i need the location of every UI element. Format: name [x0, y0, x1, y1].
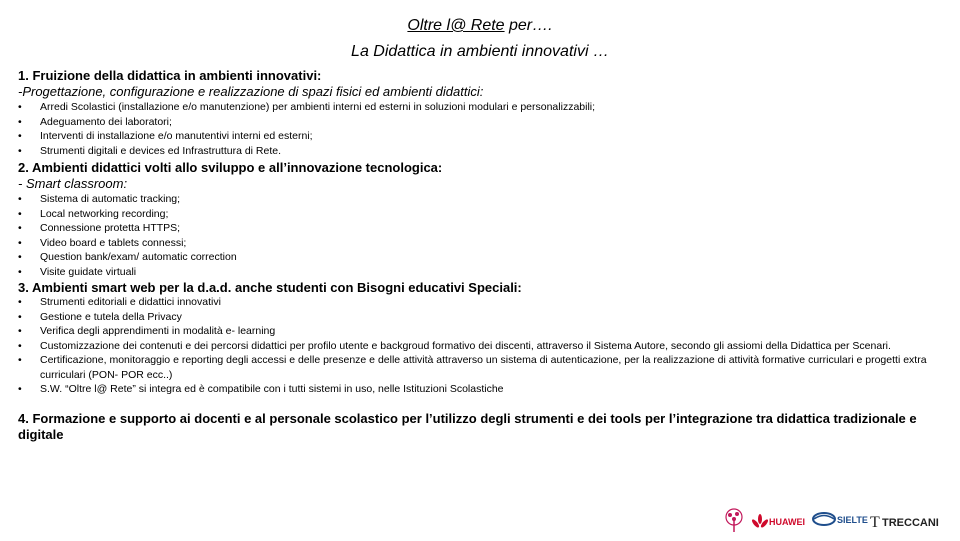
bullet-icon: •: [18, 325, 22, 337]
section-1-heading: 1. Fruizione della didattica in ambienti innovativi:: [18, 68, 322, 83]
huawei-flower-icon: [751, 514, 769, 529]
section-3-heading: 3. Ambienti smart web per la d.a.d. anche studenti con Bisogni educativi Speciali:: [18, 280, 522, 295]
list-item: • Customizzazione dei contenuti e dei percorsi didattici per profilo utente e backgroud formativo dei discenti, attraverso il Sistema Autore, secondo gli assiomi della Didattica per Scenari.: [18, 339, 891, 352]
sponsor-logos: [720, 506, 945, 536]
list-item: • Visite guidate virtuali: [18, 265, 137, 278]
list-item: • S.W. “Oltre l@ Rete” si integra ed è compatibile con i tutti sistemi in uso, nelle Istituzioni Scolastiche: [18, 383, 504, 395]
list-item: • Video board e tablets connessi;: [18, 236, 187, 249]
section-4-heading: 4. Formazione e supporto ai docenti e al personale scolastico per l’utilizzo degli strumenti e dei tools per l’integrazione tra didattica tradizionale e digitale: [18, 411, 917, 442]
bullet-icon: •: [18, 207, 22, 220]
bullet-icon: •: [18, 193, 22, 205]
list-item: • Sistema di automatic tracking;: [18, 193, 181, 205]
section-2-heading: 2. Ambienti didattici volti allo sviluppo e all’innovazione tecnologica:: [18, 160, 443, 175]
list-item: • Question bank/exam/ automatic correction: [18, 251, 237, 263]
bullet-icon: •: [18, 222, 22, 234]
list-item: • Local networking recording;: [18, 207, 169, 220]
bullet-icon: •: [18, 236, 22, 249]
list-item: • Adeguamento dei laboratori;: [18, 115, 172, 128]
section-2-list: [18, 192, 418, 279]
bullet-icon: •: [18, 265, 22, 278]
treccani-t-icon: T: [870, 514, 880, 531]
section-1-subheading: -Progettazione, configurazione e realizzazione di spazi fisici ed ambienti didattici:: [18, 84, 484, 99]
bullet-icon: •: [18, 339, 22, 352]
list-item: • Strumenti editoriali e didattici innovativi: [18, 296, 221, 308]
tree-logo-icon: [726, 509, 742, 532]
huawei-text: HUAWEI: [769, 517, 805, 527]
bullet-icon: •: [18, 144, 22, 157]
title-brand: Oltre l@ Rete: [407, 17, 505, 34]
bullet-icon: •: [18, 354, 22, 366]
bullet-icon: •: [18, 296, 22, 308]
section-2-subheading: - Smart classroom:: [18, 176, 128, 191]
bullet-icon: •: [18, 383, 22, 395]
list-item: • Arredi Scolastici (installazione e/o manutenzione) per ambienti interni ed esterni in soluzioni modulari e personalizzabili;: [18, 101, 596, 113]
sielte-text: SIELTE: [837, 515, 868, 525]
list-item: • Interventi di installazione e/o manutentivi interni ed esterni;: [18, 130, 313, 142]
bullet-icon: •: [18, 130, 22, 142]
bullet-icon: •: [18, 310, 22, 323]
title-suffix: per….: [504, 17, 553, 34]
list-item: • Gestione e tutela della Privacy: [18, 310, 182, 323]
title-line-2: La Didattica in ambienti innovativi …: [351, 43, 609, 60]
list-item: • Strumenti digitali e devices ed Infrastruttura di Rete.: [18, 144, 282, 157]
sielte-globe-icon: [813, 513, 835, 525]
treccani-text: TRECCANI: [882, 517, 939, 529]
bullet-icon: •: [18, 115, 22, 128]
list-item: • Verifica degli apprendimenti in modalità e- learning: [18, 325, 276, 337]
bullet-icon: •: [18, 101, 22, 113]
list-item: • Certificazione, monitoraggio e reporting degli accessi e delle presenze e delle attività attraverso un sistema di autenticazione, per la realizzazione di attività formative curriculari e progetti extra curriculari (PON- POR ecc..): [18, 354, 927, 381]
title-line-1: [0, 16, 960, 36]
bullet-icon: •: [18, 251, 22, 263]
section-1-list: [18, 100, 718, 158]
section-3-list: [18, 295, 948, 397]
sponsor-logos-svg: [720, 506, 945, 536]
list-item: • Connessione protetta HTTPS;: [18, 222, 181, 234]
